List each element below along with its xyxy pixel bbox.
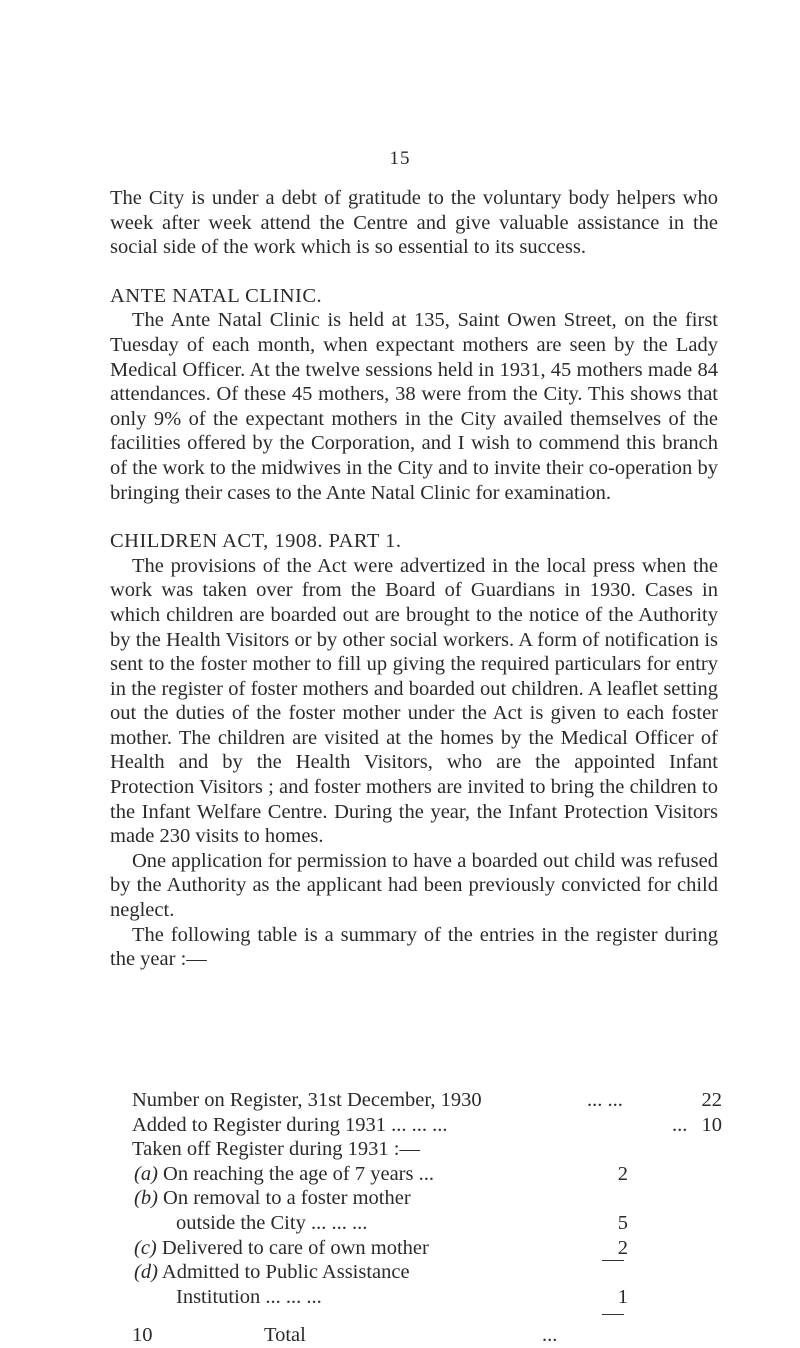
row-value: 10 — [701, 1113, 722, 1136]
children-act-paragraph-3: The following table is a summary of the entries in the register during the year :— — [110, 923, 718, 971]
sub-row-text — [134, 1186, 411, 1211]
table-sub-row — [132, 1186, 722, 1211]
sub-row-letter: (a) — [134, 1162, 158, 1185]
total-rule — [602, 1314, 624, 1315]
total-dots: ... — [542, 1324, 558, 1347]
table-row — [132, 1137, 722, 1162]
sub-row-label: outside the City ... ... ... — [176, 1211, 368, 1234]
table-sub-row — [132, 1260, 722, 1285]
sub-row-label: Delivered to care of own mother — [161, 1236, 429, 1259]
sub-row-text — [134, 1260, 410, 1285]
children-act-heading: CHILDREN ACT, 1908. PART 1. — [110, 530, 402, 553]
sub-row-label: On reaching the age of 7 years ... — [163, 1162, 434, 1185]
row-label: Taken off Register during 1931 :— — [132, 1138, 420, 1161]
total-row — [132, 1323, 722, 1348]
total-label: Total — [264, 1324, 306, 1347]
table-sub-row — [132, 1285, 722, 1310]
page-number: 15 — [389, 148, 411, 169]
subtotal-rule — [602, 1260, 624, 1261]
sub-row-value: 2 — [617, 1162, 628, 1185]
table-sub-row — [132, 1162, 722, 1187]
ante-natal-paragraph: The Ante Natal Clinic is held at 135, Saint Owen Street, on the first Tuesday of each month, when expectant mothers are seen by the Lady Medical Officer. At the twelve sessions held in 1931, 45 mothers made 84 attendances. Of these 45 mothers, 38 were from the City. This shows that only 9% of the expectant mothers in the City availed themselves of the facilities offered by the Corporation, and I wish to commend this branch of the work to the midwives in the City and to invite their co-operation by bringing their cases to the Ante Natal Clinic for examination. — [110, 309, 718, 504]
ante-natal-heading: ANTE NATAL CLINIC. — [110, 284, 323, 307]
sub-row-value: 1 — [617, 1285, 628, 1308]
sub-row-label: Institution ... ... ... — [176, 1285, 322, 1308]
sub-row-letter: (d) — [134, 1261, 158, 1284]
children-act-paragraph-1: The provisions of the Act were advertized in the local press when the work was taken over from the Board of Guardians in 1930. Cases in which children are boarded out are brought to the notice of the Authority by the Health Visitors or by other social workers. A form of notification is sent to the foster mother to fill up giving the required particulars for entry in the register of foster mothers and boarded out children. A leaflet setting out the duties of the foster mother under the Act is given to each foster mother. The children are visited at the homes by the Medical Officer of Health and by the Health Visitors, who are the appointed Infant Protection Visitors ; and foster mothers are invited to bring the children to the Infant Welfare Centre. During the year, the Infant Protection Visitors made 230 visits to homes. — [110, 554, 718, 848]
intro-paragraph: The City is under a debt of gratitude to the voluntary body helpers who week after week attend the Centre and give valuable assistance in the social side of the work which is so essential to its success. — [110, 187, 718, 259]
table-sub-row — [132, 1211, 722, 1236]
sub-row-letter: (c) — [134, 1236, 157, 1259]
sub-row-letter: (b) — [134, 1187, 158, 1210]
row-dots: ... ... — [587, 1089, 623, 1111]
body-text — [110, 186, 718, 972]
sub-row-value: 2 — [617, 1236, 628, 1259]
row-value: 22 — [701, 1089, 722, 1111]
table-row — [132, 1088, 722, 1113]
children-act-paragraph-2: One application for permission to have a boarded out child was refused by the Authority as the applicant had been previously convicted for child neglect. — [110, 849, 718, 922]
row-label: Added to Register during 1931 ... ... ... — [132, 1113, 448, 1136]
sub-row-label: On removal to a foster mother — [163, 1187, 411, 1210]
sub-row-text — [134, 1162, 434, 1187]
row-label: Number on Register, 31st December, 1930 — [132, 1089, 482, 1111]
table-sub-row — [132, 1236, 722, 1261]
sub-row-label: Admitted to Public Assistance — [161, 1261, 410, 1284]
sub-row-value: 5 — [617, 1211, 628, 1234]
sub-row-text — [134, 1236, 429, 1261]
total-value: 10 — [132, 1324, 153, 1347]
row-dots: ... — [672, 1113, 688, 1136]
table-row — [132, 1113, 722, 1138]
register-summary-table — [132, 1088, 722, 1348]
